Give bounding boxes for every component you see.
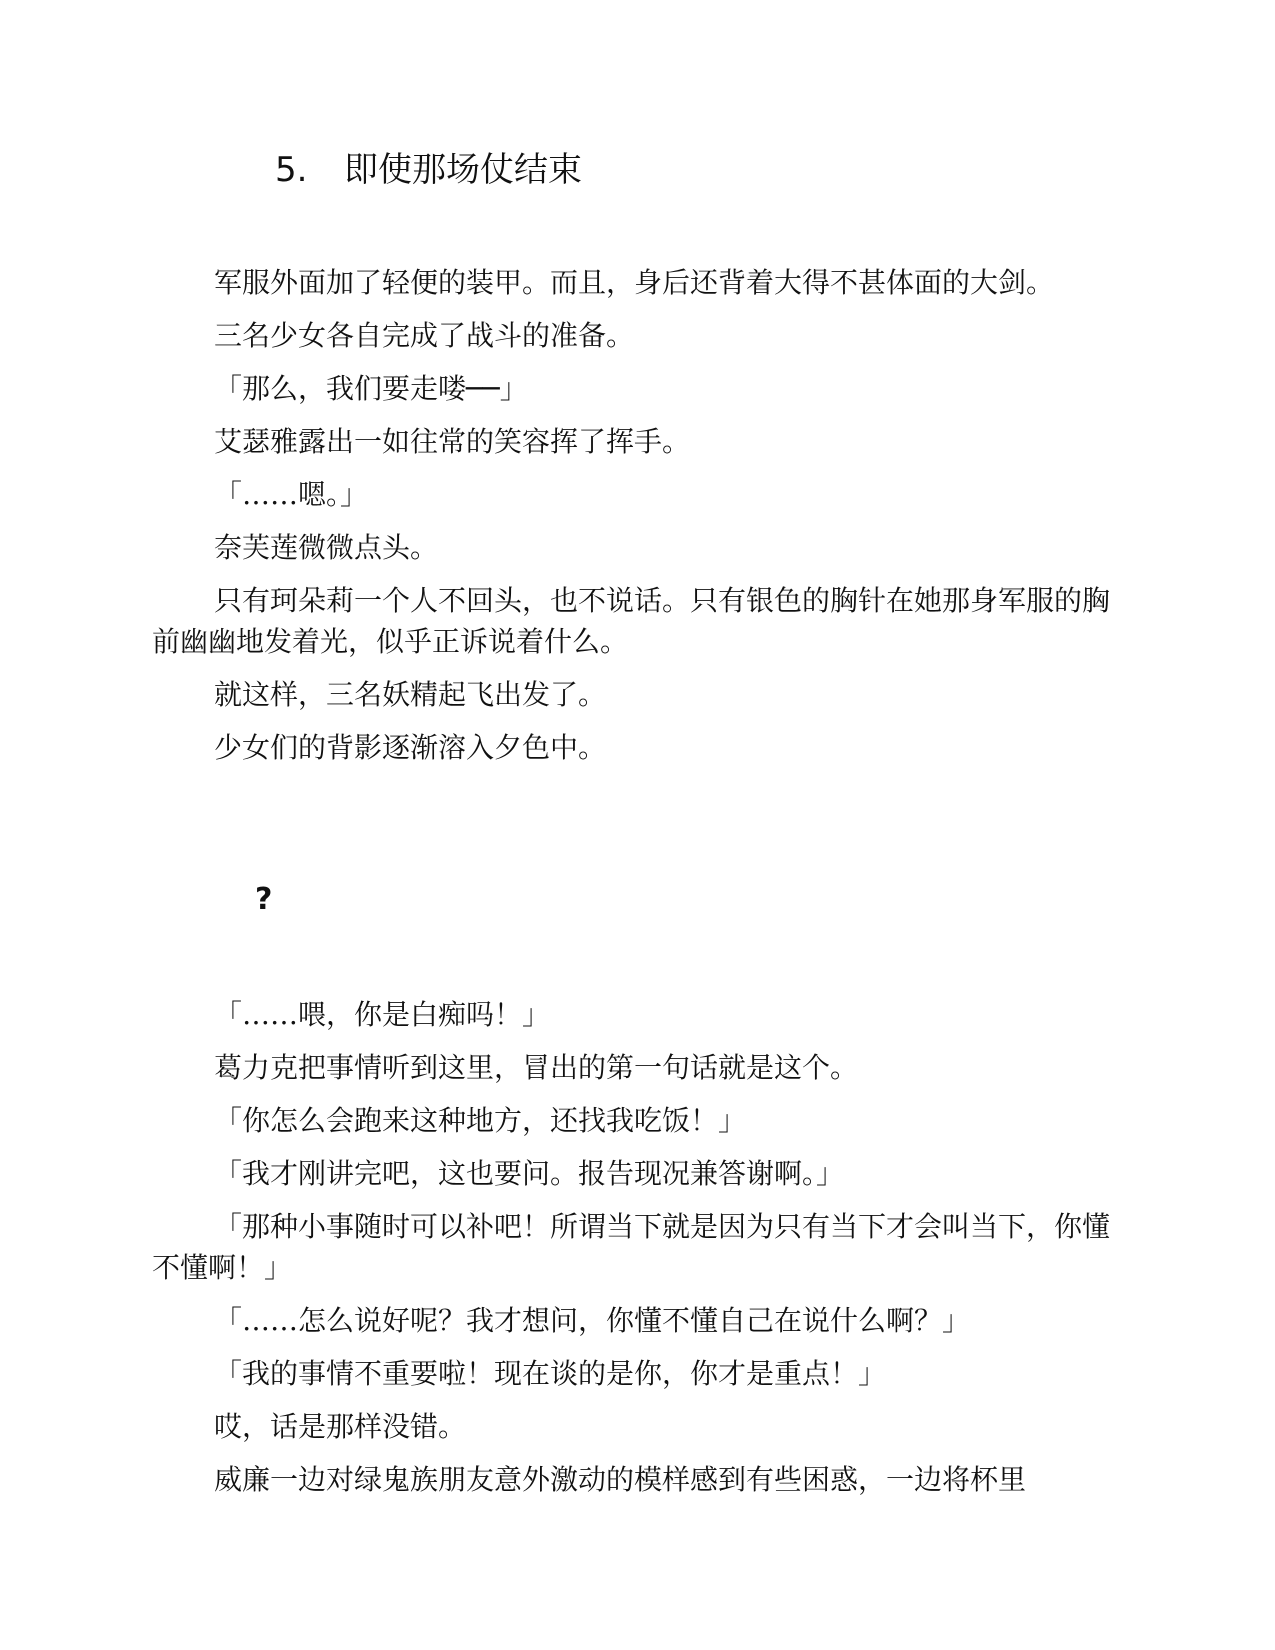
paragraph: 少女们的背影逐渐溶入夕色中。: [214, 731, 607, 764]
paragraph: 哎，话是那样没错。: [214, 1410, 467, 1443]
section-2: [152, 994, 1128, 1500]
paragraph: 「我的事情不重要啦！现在谈的是你，你才是重点！」: [214, 1357, 887, 1390]
chapter-title-text: 即使那场仗结束: [344, 150, 582, 190]
paragraph: 「那么，我们要走喽──」: [214, 372, 528, 405]
paragraph: 只有珂朵莉一个人不回头，也不说话。只有银色的胸针在她那身军服的胸前幽幽地发着光，似乎正诉说着什么。: [152, 584, 1111, 658]
chapter-title: [275, 148, 582, 192]
chapter-number: 5.: [275, 150, 308, 190]
paragraph: 奈芙莲微微点头。: [214, 531, 439, 564]
paragraph: 军服外面加了轻便的装甲。而且，身后还背着大得不甚体面的大剑。: [214, 266, 1055, 299]
paragraph: 「……嗯。」: [214, 478, 369, 511]
section-separator: ?: [255, 882, 273, 917]
paragraph: 三名少女各自完成了战斗的准备。: [214, 319, 635, 352]
paragraph: 「……喂，你是白痴吗！」: [214, 998, 551, 1031]
paragraph: 「……怎么说好呢？我才想问，你懂不懂自己在说什么啊？」: [214, 1304, 971, 1337]
section-1: [152, 262, 1128, 768]
paragraph: 威廉一边对绿鬼族朋友意外激动的模样感到有些困惑，一边将杯里: [214, 1463, 1027, 1496]
paragraph: 「你怎么会跑来这种地方，还找我吃饭！」: [214, 1104, 747, 1137]
paragraph: 葛力克把事情听到这里，冒出的第一句话就是这个。: [214, 1051, 859, 1084]
paragraph: 「我才刚讲完吧，这也要问。报告现况兼答谢啊。」: [214, 1157, 845, 1190]
paragraph: 艾瑟雅露出一如往常的笑容挥了挥手。: [214, 425, 691, 458]
paragraph: 就这样，三名妖精起飞出发了。: [214, 678, 607, 711]
paragraph: 「那种小事随时可以补吧！所谓当下就是因为只有当下才会叫当下，你懂不懂啊！」: [152, 1210, 1111, 1284]
